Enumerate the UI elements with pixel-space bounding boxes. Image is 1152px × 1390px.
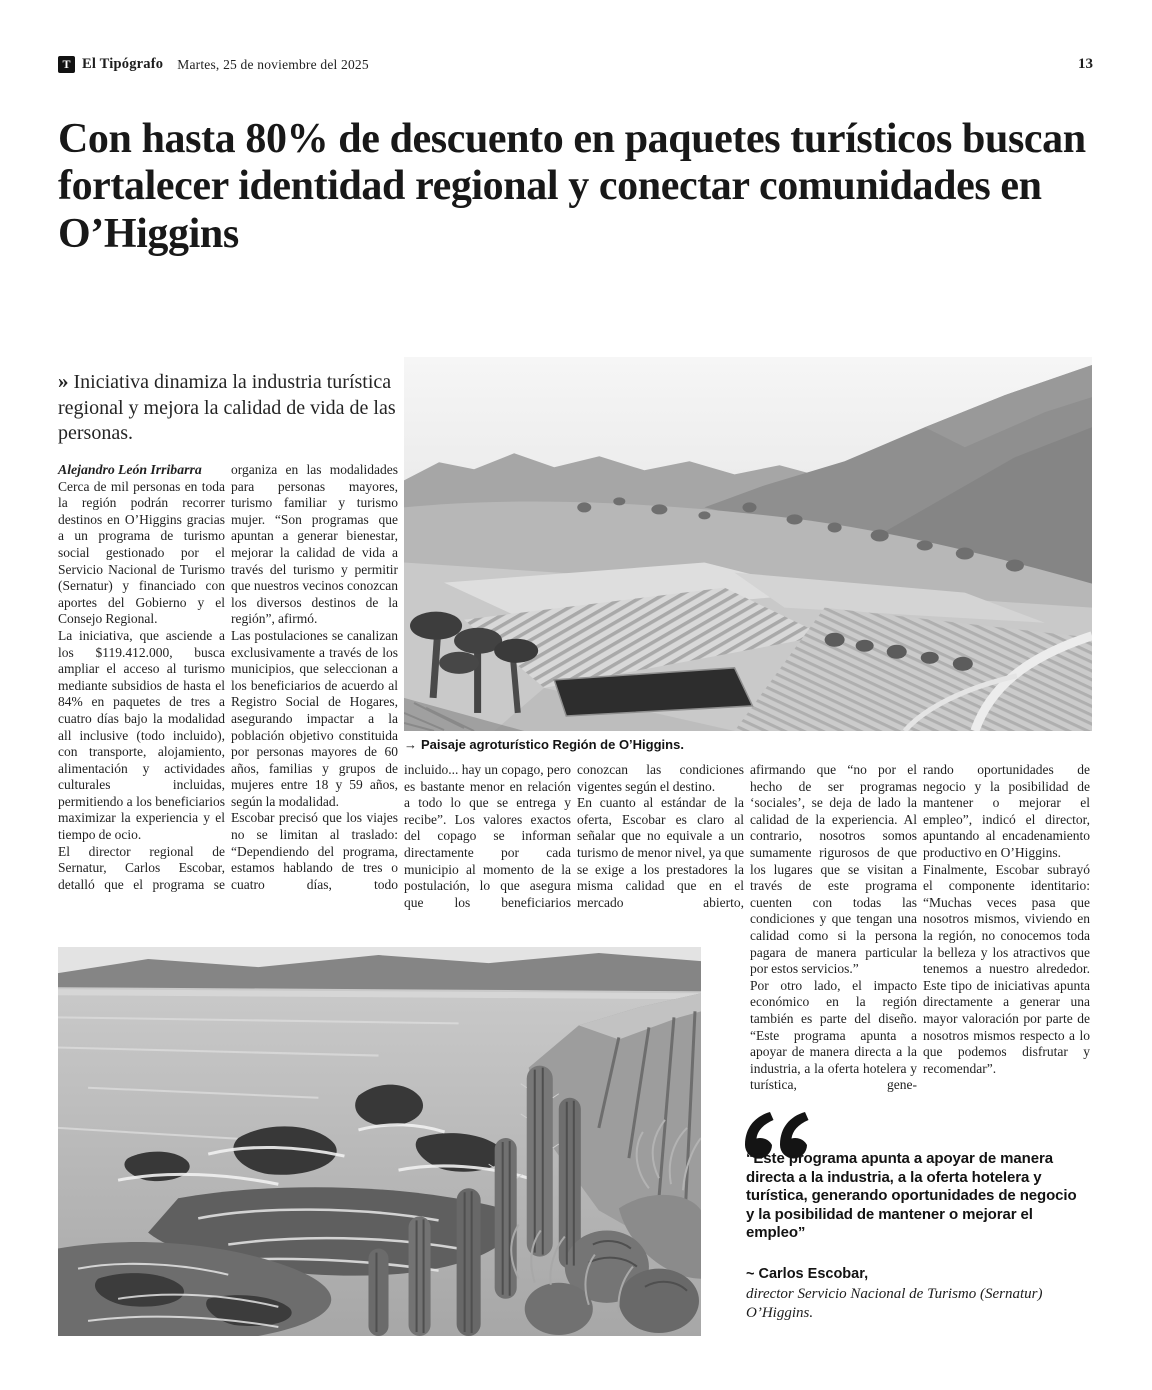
article-column-4 (577, 762, 744, 911)
masthead-logo-icon: T (58, 56, 75, 73)
masthead-title: El Tipógrafo (82, 56, 164, 72)
paragraph: incluido... hay un copago, pero es bastante menor en relación a todo lo que se entrega y recibe”. Los valores exactos del copago se informan directamente por cada municipio al momento de la postulación, lo que asegura que los beneficiarios (404, 762, 571, 910)
subhead-bullet-icon: » (58, 369, 69, 393)
bottom-photo (58, 947, 701, 1336)
top-photo (404, 357, 1092, 731)
pull-quote-role: director Servicio Nacional de Turismo (Sernatur) O’Higgins. (746, 1286, 1043, 1321)
paragraph: rando oportunidades de negocio y la posibilidad de mantener o mejorar el empleo”, indicó el director, apuntando al encadenamiento productivo en O’Higgins. (923, 762, 1090, 860)
article-column-3 (404, 762, 571, 911)
paragraph: El director regional de Sernatur, Carlos Escobar, detalló que el programa se (58, 843, 225, 892)
paragraph: Cerca de mil personas en toda la región podrán recorrer destinos en O’Higgins gracias a un programa de turismo social gestionado por el Servicio Nacional de Turismo (Sernatur) y financiado con aportes del Gobierno y el Consejo Regional. (58, 478, 225, 627)
article-column-6 (923, 762, 1090, 1077)
paragraph: La iniciativa, que asciende a los $119.412.000, busca ampliar el acceso al turismo mediante subsidios de hasta el 84% en paquetes de tres a cuatro días bajo la modalidad all inclusive (todo incluido), con transporte, alojamiento, alimentación y actividades culturales incluidas, permitiendo a los beneficiarios maximizar la experiencia y el tiempo de ocio. (58, 627, 225, 843)
pull-quote-attribution: ~ Carlos Escobar, (746, 1266, 869, 1282)
pull-quote-text: “Este programa apunta a apoyar de manera directa a la industria, a la oferta hotelera y turística, generando oportunidades de negocio y la posibilidad de mantener o mejorar el empleo” (746, 1150, 1077, 1242)
subhead-text: Iniciativa dinamiza la industria turística regional y mejora la calidad de vida de las personas. (58, 371, 396, 444)
paragraph: afirmando que “no por el hecho de ser programas ‘sociales’, se deja de lado la calidad de la experiencia. Al contrario, nosotros somos sumamente rigurosos de que los lugares que se visitan a través de este programa cuenten con todas las condiciones y que tengan una calidad como si la persona pagara de manera particular por estos servicios.” (750, 762, 917, 977)
paragraph: Las postulaciones se canalizan exclusivamente a través de los municipios, que seleccionan a los beneficiarios de acuerdo al Registro Social de Hogares, asegurando impactar a la población objetivo constituida por personas mayores de 60 años, familias y grupos de mujeres entre 18 y 59 años, según la modalidad. (231, 627, 398, 809)
paragraph: Escobar precisó que los viajes no se limitan al traslado: “Dependiendo del programa, estamos hablando de tres o cuatro días, todo (231, 810, 398, 892)
top-photo-caption (404, 737, 1092, 752)
article-column-5 (750, 762, 917, 1094)
caption-arrow-icon: → (404, 737, 417, 752)
edition-date: Martes, 25 de noviembre del 2025 (177, 56, 369, 72)
article-column-1 (58, 462, 225, 893)
page-header (58, 56, 1093, 73)
page-number: 13 (1078, 56, 1093, 72)
paragraph: organiza en las modalidades para personas mayores, turismo familiar y turismo mujer. “Son programas que apuntan a generar bienestar, mejorar la calidad de vida a través del turismo y permitir que nuestros vecinos conozcan los diversos destinos de la región”, afirmó. (231, 462, 398, 627)
byline: Alejandro León Irribarra (58, 462, 202, 477)
vineyard-valley-illustration (404, 357, 1092, 731)
article-column-2 (231, 462, 398, 893)
paragraph: En cuanto al estándar de la oferta, Escobar es claro al señalar que no equivale a un turismo de menor nivel, ya que se exige a los prestadores la misma calidad que en el mercado abierto, (577, 795, 744, 910)
subhead (58, 369, 398, 447)
paragraph: Finalmente, Escobar subrayó el componente identitario: “Muchas veces pasa que nosotros mismos, viviendo en la región, no conocemos toda la belleza y los atractivos que tenemos a nuestro alrededor. Este tipo de iniciativas apunta directamente a generar una mayor valoración por parte de nosotros mismos respecto a lo que podemos disfrutar y recomendar”. (923, 861, 1090, 1076)
caption-text: Paisaje agroturístico Región de O’Higgins. (421, 737, 684, 752)
paragraph: Por otro lado, el impacto económico en la región también es parte del diseño. “Este programa apunta a apoyar de manera directa a la industria, a la oferta hotelera y turística, gene- (750, 977, 917, 1093)
coastal-cacti-illustration (58, 947, 701, 1336)
paragraph: conozcan las condiciones vigentes según el destino. (577, 762, 744, 794)
headline: Con hasta 80% de descuento en paquetes turísticos buscan fortalecer identidad regional y conectar comunidades en O’Higgins (58, 116, 1086, 257)
